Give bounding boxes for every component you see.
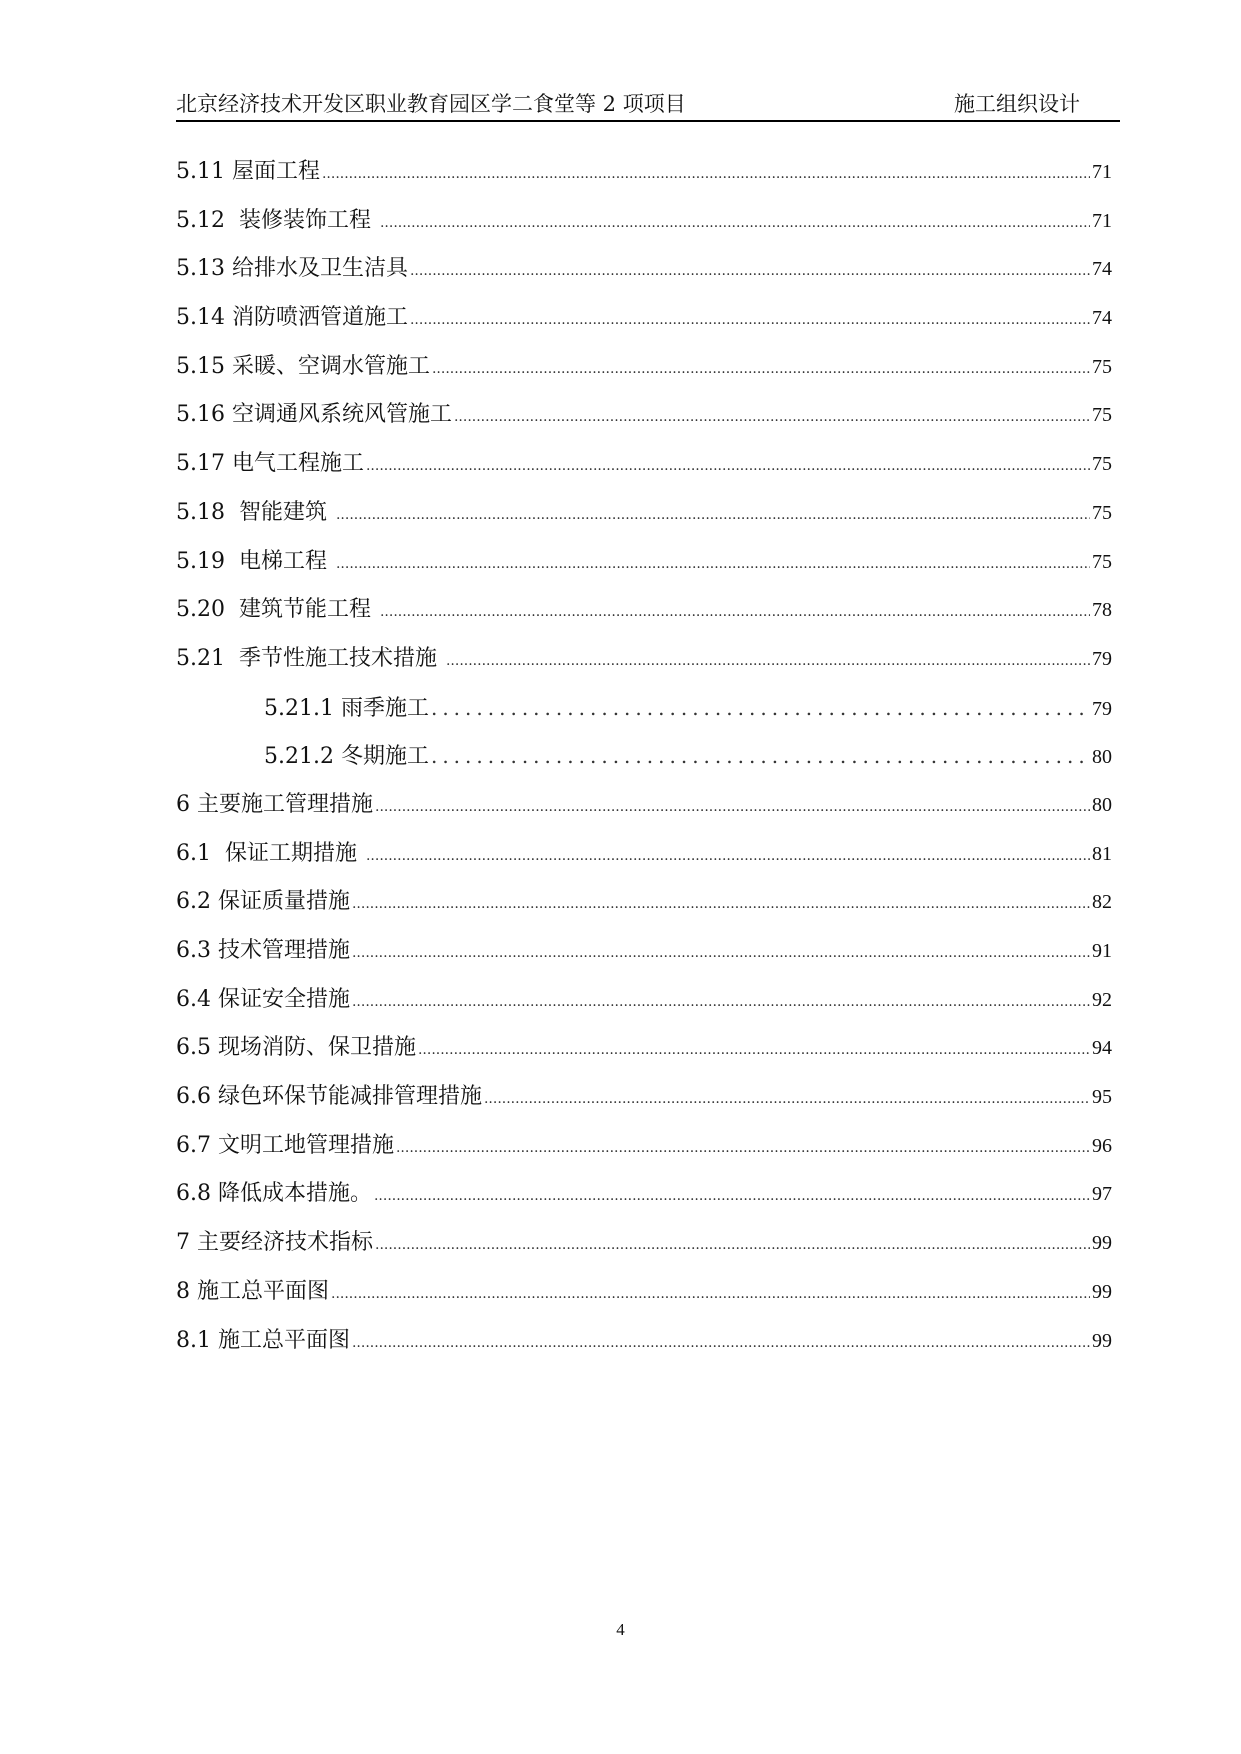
toc-entry-page: 80 [1092,793,1112,816]
toc-dot-leader [396,1128,1090,1168]
toc-entry[interactable] [176,347,1112,396]
toc-dot-leader [410,300,1090,340]
toc-entry[interactable] [176,201,1112,250]
toc-dot-leader [366,836,1090,876]
toc-entry[interactable] [176,1028,1112,1077]
toc-entry[interactable] [176,980,1112,1029]
toc-entry[interactable] [176,1174,1112,1223]
toc-entry-title: 5.20 建筑节能工程 [176,597,378,623]
toc-entry-title: 5.14 消防喷洒管道施工 [176,305,408,331]
toc-entry-page: 75 [1092,355,1112,378]
toc-entry-page: 71 [1092,209,1112,232]
toc-entry[interactable] [176,444,1112,493]
toc-entry-title: 6 主要施工管理措施 [176,791,373,817]
toc-entry[interactable] [176,1272,1112,1321]
toc-entry-page: 95 [1092,1086,1112,1109]
toc-entry-page: 82 [1092,891,1112,914]
toc-entry-title: 5.13 给排水及卫生洁具 [176,256,408,282]
header-document-type: 施工组织设计 [954,92,1080,116]
toc-entry-title: 5.19 电梯工程 [176,548,334,574]
toc-entry-page: 80 [1092,746,1112,769]
toc-entry[interactable] [176,1223,1112,1272]
toc-entry[interactable] [176,1077,1112,1126]
header-project-title: 北京经济技术开发区职业教育园区学二食堂等 2 项项目 [176,92,686,116]
toc-dot-leader [331,1274,1090,1314]
toc-entry[interactable] [176,493,1112,542]
toc-entry[interactable] [176,152,1112,201]
toc-entry-title: 8.1 施工总平面图 [176,1327,350,1353]
toc-entry-page: 79 [1092,697,1112,720]
toc-entry-page: 75 [1092,501,1112,524]
toc-entry-page: 91 [1092,940,1112,962]
toc-entry-title: 6.4 保证安全措施 [176,986,350,1012]
toc-entry[interactable] [176,395,1112,444]
toc-entry-page: 78 [1092,599,1112,622]
toc-dot-leader [454,397,1090,437]
toc-entry-title: 5.21 季节性施工技术措施 [176,645,444,671]
toc-entry[interactable] [176,249,1112,298]
toc-dot-leader [366,446,1090,486]
toc-dot-leader [322,154,1090,194]
toc-entry-page: 94 [1092,1037,1112,1060]
toc-entry-title: 5.17 电气工程施工 [176,451,364,477]
toc-dot-leader [431,688,1090,728]
toc-dot-leader [352,1323,1090,1363]
toc-entry-title: 6.5 现场消防、保卫措施 [176,1035,416,1061]
page-number: 4 [616,1620,625,1639]
toc-dot-leader [375,787,1090,827]
toc-dot-leader [380,203,1090,243]
toc-entry[interactable] [176,1126,1112,1175]
toc-entry-page: 74 [1092,307,1112,330]
toc-dot-leader [432,349,1090,389]
toc-entry-page: 74 [1092,258,1112,281]
toc-entry[interactable] [176,785,1112,834]
toc-entry-title: 6.8 降低成本措施。 [176,1181,372,1207]
toc-entry[interactable] [176,688,1112,737]
toc-entry-title: 5.16 空调通风系统风管施工 [176,402,452,428]
toc-entry-title: 6.1 保证工期措施 [176,840,364,866]
toc-dot-leader [410,251,1090,291]
toc-dot-leader [431,736,1090,776]
toc-entry[interactable] [176,736,1112,785]
toc-entry[interactable] [176,590,1112,639]
toc-entry[interactable] [176,834,1112,883]
toc-entry-title: 5.21.2 冬期施工 [264,744,429,770]
toc-entry-page: 75 [1092,453,1112,476]
toc-dot-leader [374,1176,1090,1216]
toc-entry[interactable] [176,639,1112,688]
toc-entry-page: 71 [1092,161,1112,183]
toc-entry-page: 79 [1092,647,1112,670]
toc-entry-title: 5.21.1 雨季施工 [264,695,429,721]
toc-entry-title: 6.7 文明工地管理措施 [176,1132,394,1158]
toc-entry-page: 97 [1092,1183,1112,1206]
toc-dot-leader [336,544,1090,584]
toc-dot-leader [336,495,1090,535]
toc-entry-page: 96 [1092,1134,1112,1157]
toc-dot-leader [352,933,1090,973]
toc-entry-page: 99 [1092,1232,1112,1255]
toc-dot-leader [446,641,1090,681]
toc-entry-title: 6.2 保证质量措施 [176,889,350,915]
toc-entry[interactable] [176,882,1112,931]
toc-dot-leader [375,1225,1090,1265]
toc-dot-leader [352,884,1090,924]
toc-dot-leader [352,982,1090,1022]
page-header [176,86,1120,122]
toc-entry-title: 7 主要经济技术指标 [176,1230,373,1256]
toc-entry[interactable] [176,298,1112,347]
toc-entry-page: 99 [1092,1329,1112,1352]
toc-entry-title: 5.18 智能建筑 [176,499,334,525]
table-of-contents [176,152,1112,1369]
toc-entry-page: 92 [1092,988,1112,1011]
toc-entry-page: 75 [1092,550,1112,573]
toc-entry-title: 8 施工总平面图 [176,1278,329,1304]
toc-entry-title: 5.15 采暖、空调水管施工 [176,353,430,379]
toc-entry-title: 5.11 屋面工程 [176,159,320,184]
toc-dot-leader [418,1030,1090,1070]
toc-entry-title: 6.6 绿色环保节能减排管理措施 [176,1084,482,1110]
toc-entry[interactable] [176,931,1112,980]
toc-entry[interactable] [176,542,1112,591]
toc-entry-title: 5.12 装修装饰工程 [176,207,378,233]
toc-entry-title: 6.3 技术管理措施 [176,938,350,963]
toc-entry-page: 99 [1092,1280,1112,1303]
toc-entry-page: 75 [1092,404,1112,427]
toc-entry-page: 81 [1092,842,1112,865]
toc-entry[interactable] [176,1321,1112,1370]
toc-dot-leader [484,1079,1090,1119]
toc-dot-leader [380,592,1090,632]
